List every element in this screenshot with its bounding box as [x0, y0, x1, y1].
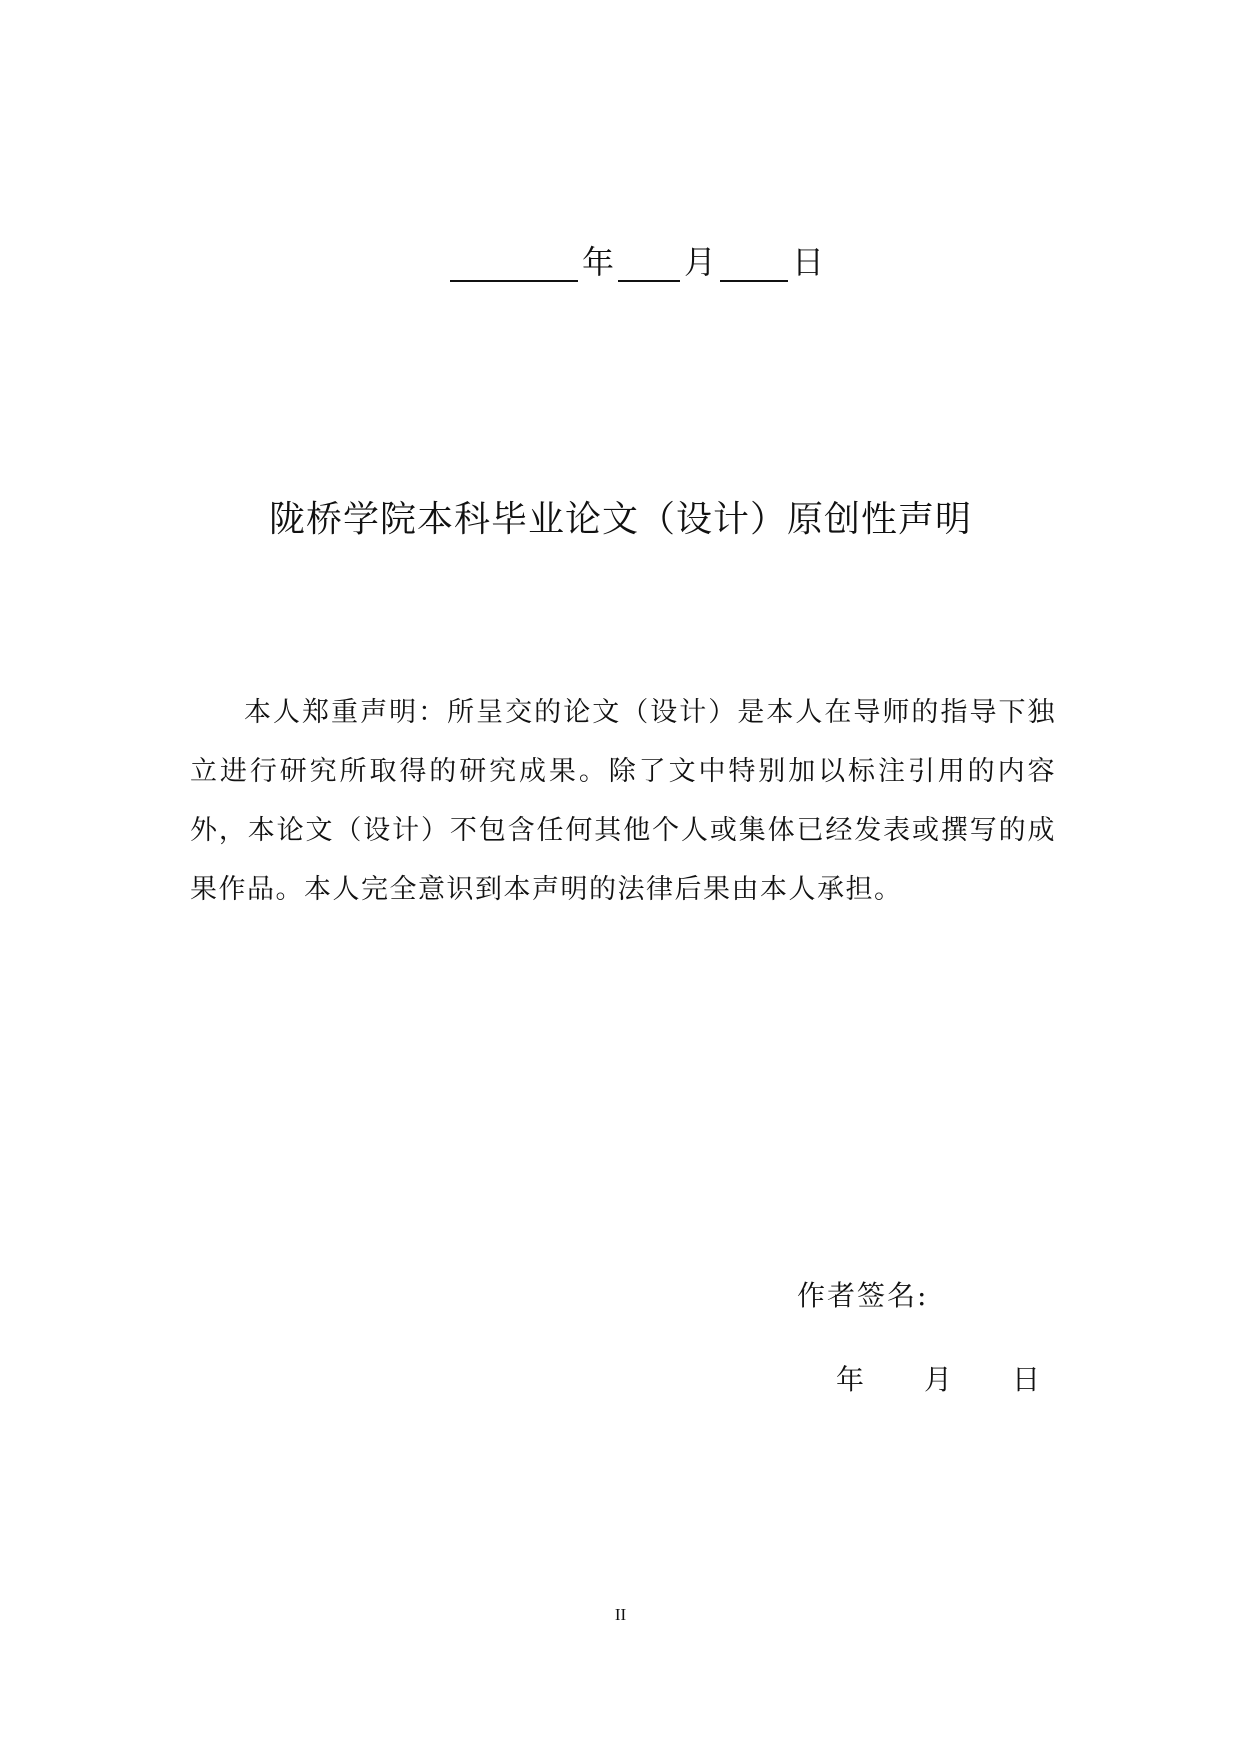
year-blank	[450, 246, 578, 282]
signature-day-unit: 日	[1012, 1363, 1041, 1396]
signature-year-unit: 年	[836, 1363, 865, 1396]
month-blank	[618, 246, 680, 282]
day-blank	[720, 246, 788, 282]
month-unit: 月	[684, 243, 717, 281]
declaration-body: 本人郑重声明：所呈交的论文（设计）是本人在导师的指导下独立进行研究所取得的研究成果。除了文中特别加以标注引用的内容外，本论文（设计）不包含任何其他个人或集体已经发表或撰写的成果作品。本人完全意识到本声明的法律后果由本人承担。	[190, 697, 1056, 905]
declaration-title: 陇桥学院本科毕业论文（设计）原创性声明	[268, 499, 972, 540]
author-signature-label: 作者签名:	[797, 1279, 929, 1312]
date-line-top	[448, 238, 826, 282]
year-unit: 年	[582, 243, 615, 281]
signature-date	[836, 1360, 1040, 1400]
page-number: II	[614, 1605, 627, 1624]
day-unit: 日	[792, 243, 825, 281]
signature-month-unit: 月	[924, 1363, 953, 1396]
